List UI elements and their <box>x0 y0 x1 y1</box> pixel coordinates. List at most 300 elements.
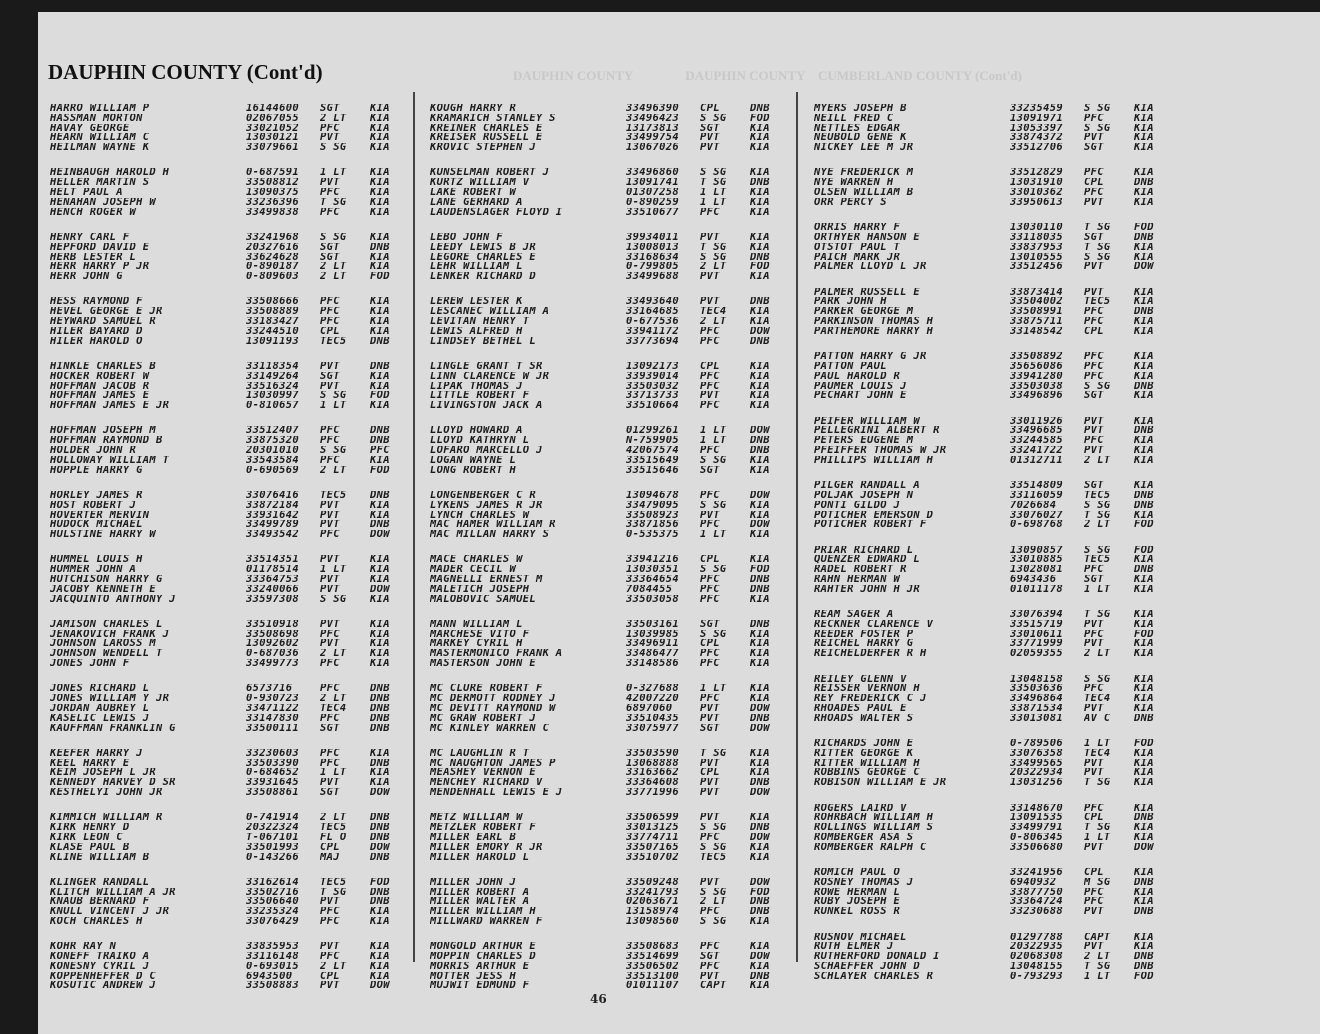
roster-status: KIA <box>750 272 770 282</box>
roster-serial: 33013081 <box>1010 713 1063 724</box>
roster-serial: 33503058 <box>626 594 679 605</box>
roster-rank: PFC <box>700 381 720 392</box>
roster-row <box>430 337 786 347</box>
roster-rank: SGT <box>320 788 340 798</box>
roster-row <box>50 972 406 982</box>
roster-serial: 33837953 <box>1010 242 1063 253</box>
roster-serial: 33164685 <box>626 307 679 318</box>
roster-serial: 33499565 <box>1010 758 1063 769</box>
roster-serial: 33496685 <box>1010 426 1063 437</box>
roster-name: PHILLIPS WILLIAM H <box>814 455 934 466</box>
roster-rank: 1 LT <box>700 684 727 695</box>
roster-name: HERR JOHN G <box>50 272 123 282</box>
roster-rank: PVT <box>320 555 340 566</box>
roster-rank: TEC5 <box>1084 490 1111 501</box>
roster-row <box>430 362 786 372</box>
roster-row <box>50 208 406 218</box>
roster-status: FOD <box>1134 971 1154 982</box>
roster-rank: PFC <box>320 426 340 437</box>
roster-group <box>814 288 1170 337</box>
roster-serial: 13031910 <box>1010 178 1063 189</box>
roster-rank: S SG <box>700 113 727 124</box>
roster-serial: 33364608 <box>626 778 679 789</box>
roster-serial: 13091535 <box>1010 813 1063 824</box>
roster-serial: 39934011 <box>626 232 679 243</box>
roster-row <box>430 595 786 605</box>
roster-row <box>50 659 406 669</box>
roster-serial: 33230603 <box>246 748 299 759</box>
roster-rank: PVT <box>1084 262 1104 273</box>
roster-serial: 33508666 <box>246 297 299 308</box>
roster-rank: PVT <box>320 778 340 789</box>
roster-rank: PFC <box>1084 317 1104 327</box>
roster-serial: 33503161 <box>626 619 679 630</box>
roster-status: KIA <box>1134 778 1154 789</box>
roster-serial: 33939014 <box>626 371 679 382</box>
bleed-through-text-2: CUMBERLAND COUNTY (Cont'd) <box>818 68 1022 83</box>
roster-serial: N-759905 <box>626 436 679 447</box>
roster-name: KIRK HENRY D <box>50 823 130 833</box>
roster-status: KIA <box>750 232 770 243</box>
roster-row <box>814 426 1170 436</box>
roster-status: KIA <box>1134 104 1154 114</box>
roster-group <box>814 417 1170 466</box>
roster-row <box>814 575 1170 585</box>
roster-serial: 33163662 <box>626 768 679 779</box>
roster-rank: PFC <box>320 684 340 695</box>
roster-row <box>430 704 786 714</box>
roster-row <box>814 114 1170 124</box>
roster-row <box>50 133 406 143</box>
roster-rank: CPL <box>320 842 340 853</box>
roster-name: MILLER ROBERT A <box>430 887 530 898</box>
roster-row <box>50 362 406 372</box>
roster-name: LEVITAN HENRY T <box>430 317 530 327</box>
roster-row <box>50 694 406 704</box>
roster-name: RUTHERFORD DONALD I <box>814 952 940 962</box>
roster-row <box>50 620 406 630</box>
roster-rank: PVT <box>1084 287 1104 298</box>
roster-row <box>50 262 406 272</box>
roster-status: DNB <box>750 446 770 456</box>
roster-rank: CPL <box>700 768 720 779</box>
roster-name: HENAHAN JOSEPH W <box>50 197 156 208</box>
roster-serial: 13173813 <box>626 123 679 134</box>
roster-serial: 33516324 <box>246 381 299 392</box>
roster-name: LIVINGSTON JACK A <box>430 401 543 411</box>
roster-name: HEYWARD SAMUEL R <box>50 317 156 327</box>
roster-column-1 <box>50 104 406 1007</box>
roster-serial: 13030121 <box>246 133 299 144</box>
roster-rank: 2 LT <box>1084 520 1111 531</box>
roster-rank: PFC <box>700 207 720 218</box>
roster-row <box>50 491 406 501</box>
roster-rank: PFC <box>700 594 720 605</box>
roster-row <box>430 575 786 585</box>
roster-status: KIA <box>1134 649 1154 660</box>
roster-row <box>814 362 1170 372</box>
roster-serial: 42007220 <box>626 694 679 704</box>
roster-status: DNB <box>370 361 390 372</box>
roster-column-3 <box>814 104 1170 997</box>
roster-rank: PFC <box>320 748 340 759</box>
roster-status: KIA <box>370 594 390 605</box>
roster-row <box>814 694 1170 704</box>
roster-serial: 33076027 <box>1010 510 1063 521</box>
roster-name: HOPPLE HARRY G <box>50 465 143 476</box>
roster-rank: PFC <box>320 713 340 724</box>
roster-rank: S SG <box>700 252 727 263</box>
roster-row <box>50 168 406 178</box>
roster-group <box>430 620 786 669</box>
roster-row <box>430 694 786 704</box>
roster-status: KIA <box>1134 942 1154 953</box>
roster-name: MALOBOVIC SAMUEL <box>430 594 536 605</box>
roster-rank: SGT <box>320 252 340 263</box>
roster-name: LINDSEY BETHEL L <box>430 336 536 347</box>
roster-name: KUNSELMAN ROBERT J <box>430 168 550 179</box>
roster-status: KIA <box>750 748 770 759</box>
roster-rank: PFC <box>700 694 720 704</box>
roster-name: KLINGER RANDALL <box>50 877 150 888</box>
roster-name: RITTER GEORGE K <box>814 748 914 759</box>
roster-rank: S SG <box>1084 381 1111 392</box>
roster-serial: 33236396 <box>246 197 299 208</box>
roster-serial: 0-143266 <box>246 852 299 863</box>
roster-name: HELT PAUL A <box>50 188 123 198</box>
roster-status: DNB <box>370 684 390 695</box>
roster-group <box>50 362 406 411</box>
roster-serial: 20301010 <box>246 446 299 456</box>
roster-serial: 33508683 <box>626 942 679 953</box>
roster-serial: 33713733 <box>626 391 679 402</box>
roster-serial: 33013125 <box>626 823 679 833</box>
roster-serial: 0-806345 <box>1010 832 1063 843</box>
roster-name: PELLEGRINI ALBERT R <box>814 426 940 437</box>
page-number: 46 <box>590 992 607 1006</box>
roster-name: REY FREDERICK C J <box>814 694 927 704</box>
roster-rank: T SG <box>700 178 727 189</box>
roster-rank: PVT <box>320 942 340 953</box>
roster-row <box>430 813 786 823</box>
roster-status: KIA <box>1134 619 1154 630</box>
roster-rank: PFC <box>1084 168 1104 179</box>
roster-name: MAC MILLAN HARRY S <box>430 530 550 540</box>
roster-status: DOW <box>750 520 770 531</box>
roster-status: DOW <box>750 490 770 501</box>
roster-serial: 33624628 <box>246 252 299 263</box>
roster-name: KOUGH HARRY R <box>430 104 517 114</box>
roster-name: REICHEL HARRY G <box>814 639 914 650</box>
roster-row <box>814 804 1170 814</box>
roster-row <box>50 724 406 734</box>
roster-status: DNB <box>370 823 390 833</box>
roster-status: FOD <box>1134 629 1154 640</box>
roster-rank: CPL <box>320 971 340 982</box>
roster-name: KEEFER HARRY J <box>50 748 143 759</box>
roster-rank: PVT <box>320 981 340 992</box>
roster-rank: PFC <box>700 659 720 669</box>
roster-status: KIA <box>1134 252 1154 263</box>
roster-rank: PVT <box>1084 639 1104 650</box>
roster-row <box>50 684 406 694</box>
roster-name: JOHNSON WENDELL T <box>50 649 163 660</box>
roster-row <box>50 124 406 134</box>
roster-status: FOD <box>370 391 390 402</box>
roster-group <box>50 878 406 927</box>
roster-status: KIA <box>1134 287 1154 298</box>
roster-row <box>50 426 406 436</box>
roster-row <box>814 962 1170 972</box>
roster-rank: PFC <box>1084 897 1104 908</box>
roster-name: HUDOCK MICHAEL <box>50 520 143 531</box>
roster-rank: PFC <box>1084 113 1104 124</box>
roster-serial: 0-687591 <box>246 168 299 179</box>
roster-rank: PVT <box>700 143 720 153</box>
roster-rank: SGT <box>700 619 720 630</box>
roster-rank: PVT <box>700 272 720 282</box>
roster-rank: SGT <box>1084 143 1104 153</box>
roster-name: KEIM JOSEPH L JR <box>50 768 156 779</box>
roster-name: PARKINSON THOMAS H <box>814 317 934 327</box>
roster-name: RHOADS WALTER S <box>814 713 914 724</box>
roster-serial: 33010611 <box>1010 629 1063 640</box>
roster-rank: TEC5 <box>320 336 347 347</box>
roster-row <box>430 942 786 952</box>
bleed-through-text: DAUPHIN COUNTY DAUPHIN COUNTY <box>513 68 806 83</box>
roster-serial: 33941172 <box>626 326 679 337</box>
roster-name: KREISER RUSSELL E <box>430 133 543 144</box>
roster-serial: 0-930723 <box>246 694 299 704</box>
roster-name: HUTCHISON HARRY G <box>50 574 163 585</box>
roster-rank: 1 LT <box>700 188 727 198</box>
roster-serial: 33471122 <box>246 703 299 714</box>
roster-serial: 33244510 <box>246 326 299 337</box>
roster-rank: PFC <box>320 758 340 769</box>
roster-row <box>430 907 786 917</box>
roster-row <box>430 426 786 436</box>
roster-serial: 33496896 <box>1010 391 1063 402</box>
roster-group <box>814 352 1170 401</box>
roster-group <box>814 933 1170 982</box>
roster-status: KIA <box>370 113 390 124</box>
roster-serial: 13048158 <box>1010 674 1063 685</box>
roster-status: KIA <box>370 455 390 466</box>
roster-name: KIMMICH WILLIAM R <box>50 813 163 824</box>
roster-serial: 33499789 <box>246 520 299 531</box>
roster-status: KIA <box>370 961 390 972</box>
roster-rank: PFC <box>320 952 340 962</box>
roster-status: KIA <box>370 748 390 759</box>
roster-rank: PFC <box>1084 371 1104 382</box>
roster-row <box>430 436 786 446</box>
roster-status: KIA <box>370 381 390 392</box>
roster-serial: 33508883 <box>246 981 299 992</box>
roster-status: KIA <box>370 917 390 927</box>
roster-status: KIA <box>750 917 770 927</box>
roster-rank: CAPT <box>700 981 727 992</box>
roster-row <box>50 649 406 659</box>
roster-name: SCHLAYER CHARLES R <box>814 971 934 982</box>
roster-status: KIA <box>750 639 770 650</box>
roster-serial: 33148670 <box>1010 803 1063 814</box>
roster-status: KIA <box>750 813 770 824</box>
roster-row <box>814 585 1170 595</box>
roster-status: FOD <box>750 887 770 898</box>
roster-name: POTICHER ROBERT F <box>814 520 927 531</box>
roster-status: DNB <box>1134 307 1154 318</box>
roster-name: JENAKOVICH FRANK J <box>50 629 170 640</box>
roster-status: KIA <box>1134 446 1154 456</box>
roster-name: ROSNEY THOMAS J <box>814 877 914 888</box>
roster-status: DNB <box>370 490 390 501</box>
roster-status: KIA <box>750 530 770 540</box>
roster-status: KIA <box>370 232 390 243</box>
roster-serial: 33493542 <box>246 530 299 540</box>
roster-name: NYE FREDERICK M <box>814 168 914 179</box>
roster-serial: 33506680 <box>1010 842 1063 853</box>
roster-serial: 0-789506 <box>1010 739 1063 749</box>
roster-status: DOW <box>750 723 770 734</box>
roster-rank: PFC <box>320 659 340 669</box>
roster-name: LOGAN WAYNE L <box>430 455 517 466</box>
roster-row <box>50 337 406 347</box>
roster-row <box>814 843 1170 853</box>
roster-group <box>814 223 1170 272</box>
roster-name: LYNCH CHARLES W <box>430 510 530 521</box>
roster-name: RAHTER JOHN H JR <box>814 584 920 595</box>
roster-rank: SGT <box>320 242 340 253</box>
roster-serial: 33510435 <box>626 713 679 724</box>
roster-rank: CPL <box>320 326 340 337</box>
roster-row <box>814 417 1170 427</box>
roster-name: MARCHESE VITO F <box>430 629 530 640</box>
roster-rank: SGT <box>700 723 720 734</box>
roster-status: KIA <box>1134 188 1154 198</box>
roster-status: DOW <box>1134 262 1154 273</box>
roster-serial: 33496860 <box>626 168 679 179</box>
roster-name: MENDENHALL LEWIS E J <box>430 788 563 798</box>
roster-status: KIA <box>1134 584 1154 595</box>
roster-row <box>50 575 406 585</box>
roster-status: KIA <box>370 619 390 630</box>
roster-name: HILER HAROLD O <box>50 336 143 347</box>
roster-name: HEINBAUGH HAROLD H <box>50 168 170 179</box>
roster-rank: T SG <box>1084 778 1111 789</box>
roster-row <box>50 595 406 605</box>
roster-name: KASELIC LEWIS J <box>50 713 150 724</box>
roster-rank: TEC5 <box>320 490 347 501</box>
roster-row <box>814 317 1170 327</box>
roster-rank: PFC <box>1084 307 1104 318</box>
roster-rank: 1 LT <box>700 197 727 208</box>
roster-status: KIA <box>370 207 390 218</box>
roster-row <box>430 233 786 243</box>
roster-name: RITTER WILLIAM H <box>814 758 920 769</box>
roster-serial: 33496390 <box>626 104 679 114</box>
roster-serial: 33515719 <box>1010 619 1063 630</box>
roster-status: DNB <box>1134 961 1154 972</box>
roster-row <box>814 933 1170 943</box>
roster-rank: TEC5 <box>1084 555 1111 566</box>
roster-rank: PVT <box>320 133 340 144</box>
roster-serial: 20322935 <box>1010 942 1063 953</box>
roster-status: KIA <box>370 971 390 982</box>
roster-rank: MAJ <box>320 852 340 863</box>
roster-name: JORDAN AUBREY L <box>50 703 150 714</box>
roster-row <box>814 888 1170 898</box>
roster-serial: 33510677 <box>626 207 679 218</box>
roster-status: KIA <box>370 942 390 953</box>
roster-status: KIA <box>370 188 390 198</box>
roster-name: HERR HARRY P JR <box>50 262 150 273</box>
roster-status: KIA <box>370 778 390 789</box>
roster-rank: TEC5 <box>320 877 347 888</box>
roster-status: DNB <box>1134 877 1154 888</box>
roster-rank: PFC <box>320 297 340 308</box>
roster-serial: 33168634 <box>626 252 679 263</box>
roster-status: FOD <box>750 113 770 124</box>
roster-serial: 33162614 <box>246 877 299 888</box>
roster-name: KONEFF TRAIKO A <box>50 952 150 962</box>
roster-serial: 33506640 <box>246 897 299 908</box>
roster-rank: AV C <box>1084 713 1111 724</box>
roster-status: KIA <box>1134 113 1154 124</box>
roster-serial: 13091193 <box>246 336 299 347</box>
roster-serial: 0-799805 <box>626 262 679 273</box>
roster-rank: TEC4 <box>700 307 727 318</box>
roster-row <box>430 778 786 788</box>
roster-status: KIA <box>1134 242 1154 253</box>
roster-row <box>814 288 1170 298</box>
roster-serial: 33148586 <box>626 659 679 669</box>
roster-rank: SGT <box>700 465 720 476</box>
roster-rank: S SG <box>320 446 347 456</box>
roster-serial: 33479095 <box>626 500 679 511</box>
roster-rank: CPL <box>700 555 720 566</box>
roster-status: KIA <box>1134 694 1154 704</box>
roster-row <box>430 327 786 337</box>
roster-rank: 1 LT <box>320 565 347 575</box>
roster-name: METZ WILLIAM W <box>430 813 523 824</box>
roster-status: DNB <box>1134 952 1154 962</box>
roster-name: MASTERMONICO FRANK A <box>430 649 563 660</box>
roster-row <box>814 639 1170 649</box>
roster-serial: 33510702 <box>626 852 679 863</box>
roster-row <box>50 446 406 456</box>
roster-name: KOCH CHARLES H <box>50 917 143 927</box>
roster-rank: 2 LT <box>1084 649 1111 660</box>
roster-name: HENCH ROGER W <box>50 207 137 218</box>
roster-status: DNB <box>750 971 770 982</box>
roster-status: KIA <box>750 942 770 953</box>
roster-rank: T SG <box>1084 223 1111 233</box>
roster-name: OTSTOT PAUL T <box>814 242 901 253</box>
roster-row <box>814 391 1170 401</box>
roster-name: JOHNSON LAROSS M <box>50 639 156 650</box>
roster-name: MALETICH JOSEPH <box>430 584 530 595</box>
roster-serial: 33501993 <box>246 842 299 853</box>
roster-name: HOFFMAN RAYMOND B <box>50 436 163 447</box>
roster-serial: 33508892 <box>1010 352 1063 362</box>
roster-row <box>50 401 406 411</box>
roster-serial: 6940932 <box>1010 877 1057 888</box>
roster-group <box>430 749 786 798</box>
roster-rank: PFC <box>700 832 720 843</box>
roster-serial: 02067055 <box>246 113 299 124</box>
roster-rank: T SG <box>700 748 727 759</box>
roster-rank: TEC5 <box>1084 297 1111 308</box>
